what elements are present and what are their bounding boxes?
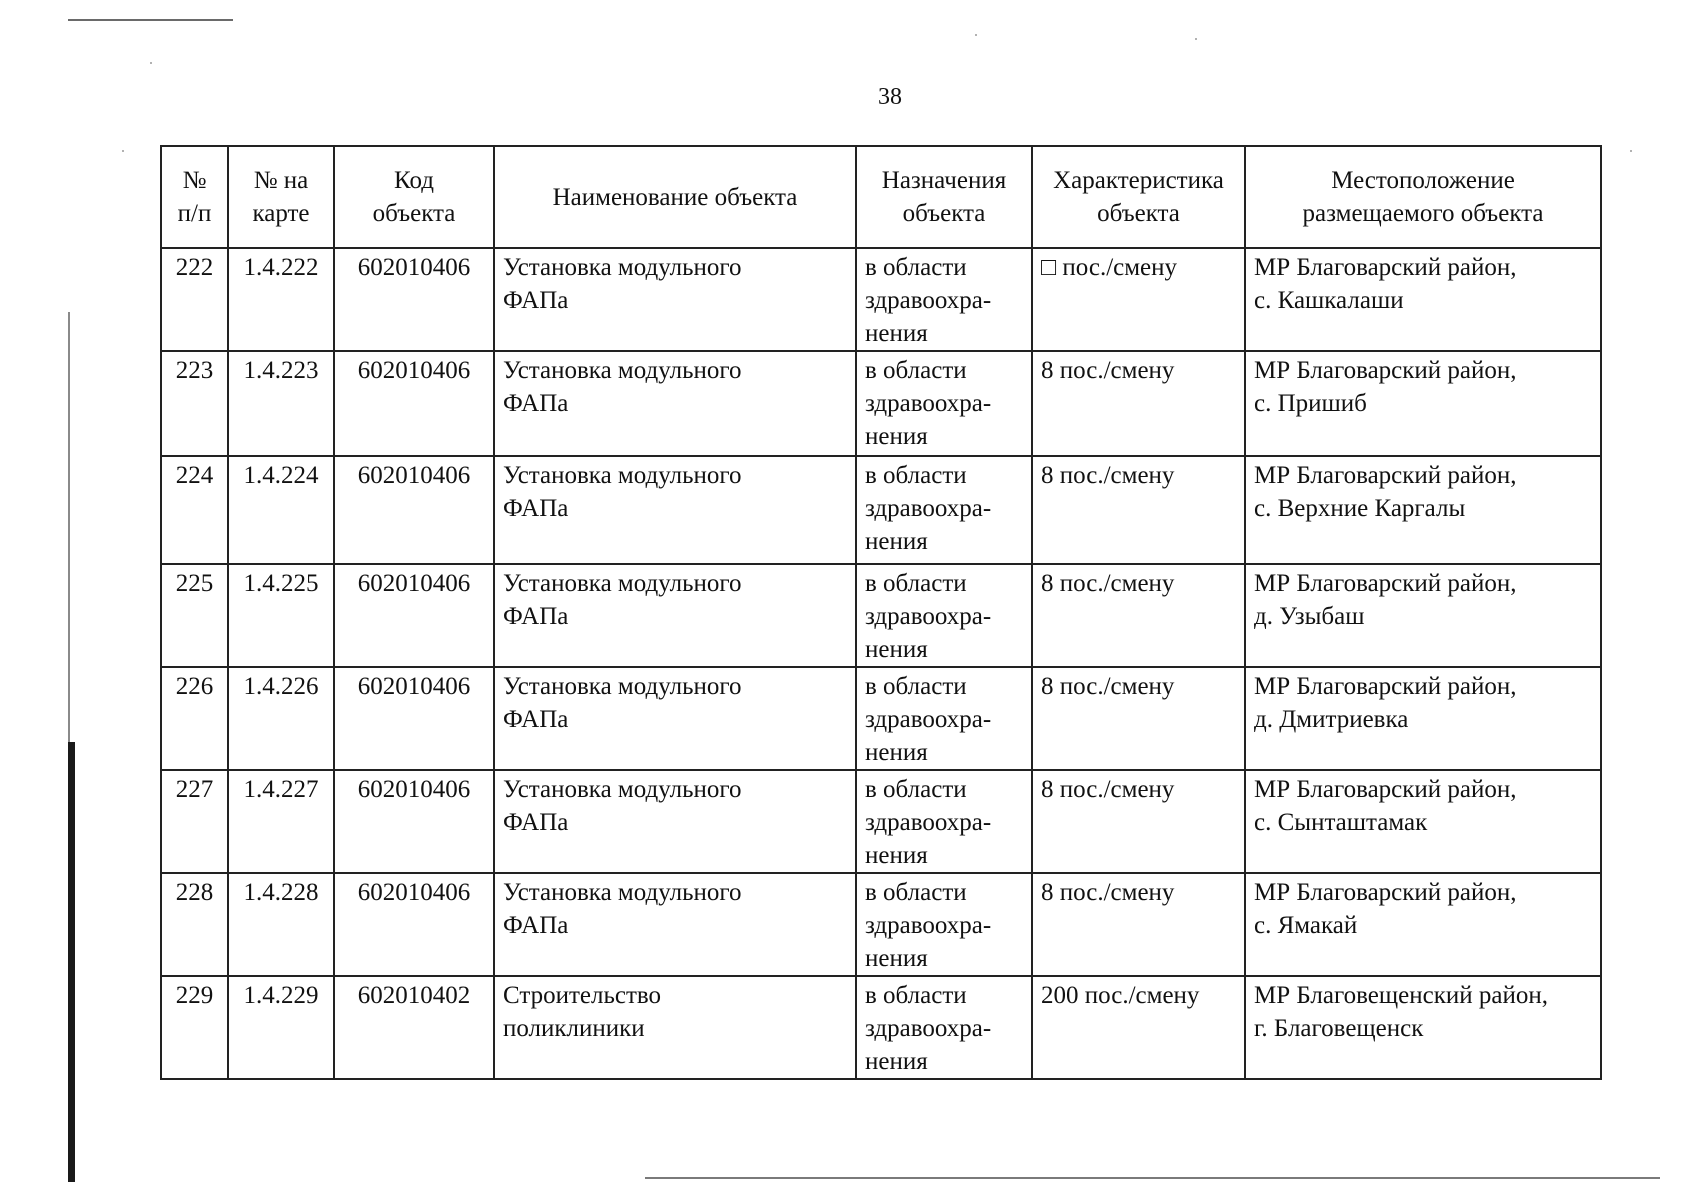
cell-purpose-line: в области [865,879,967,906]
cell-name [494,564,856,667]
cell-name-line: Установка модульного [503,462,742,489]
cell-location [1245,873,1601,976]
cell-purpose-line: нения [865,1048,928,1075]
cell-name-line: ФАПа [503,809,569,836]
table-row [161,873,1601,976]
cell-name-line: Установка модульного [503,673,742,700]
scan-edge-thin [68,312,70,742]
cell-purpose-line: в области [865,982,967,1009]
cell-purpose-line: в области [865,673,967,700]
cell-num: 224 [161,456,228,564]
cell-name [494,456,856,564]
cell-name [494,976,856,1079]
cell-purpose-line: здравоохра- [865,603,992,630]
table-row [161,248,1601,351]
cell-map-num: 1.4.224 [228,456,334,564]
cell-num: 223 [161,351,228,456]
cell-location-line: с. Ямакай [1254,912,1358,939]
cell-purpose-line: здравоохра- [865,912,992,939]
cell-location-line: с. Пришиб [1254,390,1367,417]
cell-characteristic: 8 пос./смену [1032,351,1245,456]
cell-purpose-line: нения [865,636,928,663]
scan-speck [1195,38,1197,40]
table-row [161,667,1601,770]
cell-code: 602010406 [334,456,494,564]
cell-location [1245,564,1601,667]
cell-location-line: с. Сынташтамак [1254,809,1428,836]
scan-speck [150,62,152,64]
cell-location-line: МР Благоварский район, [1254,776,1517,803]
cell-name-line: поликлиники [503,1015,645,1042]
header-characteristic: Характеристика объекта [1032,146,1245,248]
cell-location [1245,351,1601,456]
cell-name [494,873,856,976]
cell-purpose-line: здравоохра- [865,287,992,314]
cell-num: 229 [161,976,228,1079]
cell-purpose-line: здравоохра- [865,809,992,836]
cell-name [494,351,856,456]
cell-name-line: ФАПа [503,706,569,733]
cell-purpose-line: нения [865,842,928,869]
cell-name-line: Установка модульного [503,776,742,803]
cell-num: 226 [161,667,228,770]
scan-edge-thick [68,742,75,1182]
cell-code: 602010402 [334,976,494,1079]
table-header-row [161,146,1601,248]
cell-characteristic: 8 пос./смену [1032,873,1245,976]
cell-location-line: МР Благоварский район, [1254,462,1517,489]
cell-location-line: д. Дмитриевка [1254,706,1409,733]
scan-speck [975,34,977,36]
cell-purpose-line: нения [865,739,928,766]
cell-map-num: 1.4.223 [228,351,334,456]
cell-location [1245,456,1601,564]
cell-name [494,770,856,873]
cell-purpose [856,873,1032,976]
header-name: Наименование объекта [494,146,856,248]
cell-purpose-line: здравоохра- [865,1015,992,1042]
table-row [161,564,1601,667]
cell-purpose-line: в области [865,254,967,281]
header-num: № п/п [161,146,228,248]
table-body [161,248,1601,1079]
cell-purpose [856,976,1032,1079]
cell-code: 602010406 [334,770,494,873]
cell-purpose-line: нения [865,528,928,555]
cell-purpose-line: в области [865,357,967,384]
cell-characteristic: □ пос./смену [1032,248,1245,351]
table-row [161,770,1601,873]
cell-purpose-line: здравоохра- [865,706,992,733]
cell-characteristic: 8 пос./смену [1032,667,1245,770]
cell-purpose-line: нения [865,320,928,347]
cell-characteristic: 8 пос./смену [1032,456,1245,564]
cell-num: 228 [161,873,228,976]
cell-code: 602010406 [334,667,494,770]
cell-num: 225 [161,564,228,667]
header-code: Код объекта [334,146,494,248]
cell-purpose [856,351,1032,456]
cell-name [494,667,856,770]
cell-name-line: ФАПа [503,603,569,630]
bottom-rule [645,1177,1660,1179]
cell-location [1245,770,1601,873]
cell-location [1245,248,1601,351]
cell-code: 602010406 [334,873,494,976]
header-purpose: Назначения объекта [856,146,1032,248]
cell-location-line: МР Благоварский район, [1254,570,1517,597]
cell-location-line: д. Узыбаш [1254,603,1365,630]
table-row [161,351,1601,456]
cell-purpose-line: нения [865,945,928,972]
cell-location-line: МР Благоварский район, [1254,673,1517,700]
cell-purpose-line: в области [865,570,967,597]
header-location: Местоположение размещаемого объекта [1245,146,1601,248]
scan-speck [122,150,124,152]
cell-name-line: Установка модульного [503,570,742,597]
header-map-num: № на карте [228,146,334,248]
cell-name-line: Установка модульного [503,254,742,281]
cell-code: 602010406 [334,564,494,667]
cell-map-num: 1.4.226 [228,667,334,770]
cell-purpose-line: в области [865,776,967,803]
cell-code: 602010406 [334,351,494,456]
table-row [161,456,1601,564]
cell-location [1245,976,1601,1079]
cell-map-num: 1.4.227 [228,770,334,873]
cell-purpose [856,667,1032,770]
cell-purpose-line: здравоохра- [865,495,992,522]
cell-location-line: МР Благовещенский район, [1254,982,1548,1009]
cell-location-line: г. Благовещенск [1254,1015,1424,1042]
cell-name-line: Строительство [503,982,662,1009]
cell-location-line: с. Кашкалаши [1254,287,1404,314]
cell-name-line: ФАПа [503,287,569,314]
cell-purpose [856,248,1032,351]
cell-map-num: 1.4.229 [228,976,334,1079]
cell-characteristic: 200 пос./смену [1032,976,1245,1079]
table-row [161,976,1601,1079]
cell-purpose-line: нения [865,423,928,450]
objects-table [160,145,1602,1080]
cell-purpose [856,564,1032,667]
cell-location-line: МР Благоварский район, [1254,254,1517,281]
cell-name [494,248,856,351]
cell-map-num: 1.4.222 [228,248,334,351]
cell-name-line: Установка модульного [503,879,742,906]
cell-location-line: с. Верхние Каргалы [1254,495,1466,522]
cell-name-line: Установка модульного [503,357,742,384]
cell-location-line: МР Благоварский район, [1254,357,1517,384]
cell-name-line: ФАПа [503,912,569,939]
cell-location [1245,667,1601,770]
cell-name-line: ФАПа [503,390,569,417]
cell-num: 222 [161,248,228,351]
cell-code: 602010406 [334,248,494,351]
cell-purpose [856,770,1032,873]
cell-characteristic: 8 пос./смену [1032,770,1245,873]
scan-speck [1630,150,1632,152]
cell-map-num: 1.4.225 [228,564,334,667]
cell-map-num: 1.4.228 [228,873,334,976]
page-number: 38 [878,84,902,110]
cell-purpose-line: в области [865,462,967,489]
cell-purpose [856,456,1032,564]
cell-location-line: МР Благоварский район, [1254,879,1517,906]
cell-purpose-line: здравоохра- [865,390,992,417]
top-rule [68,19,233,21]
cell-num: 227 [161,770,228,873]
cell-characteristic: 8 пос./смену [1032,564,1245,667]
cell-name-line: ФАПа [503,495,569,522]
